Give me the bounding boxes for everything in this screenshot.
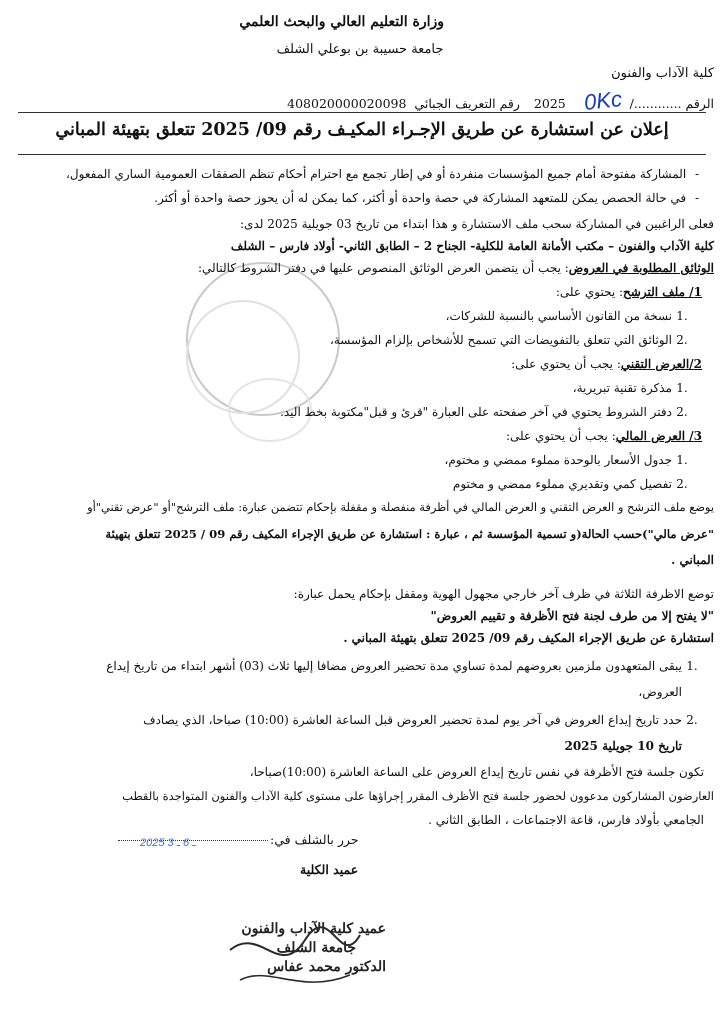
list-item: .1جدول الأسعار بالوحدة مملوء ممضي و مختوم، <box>444 453 688 467</box>
docs-heading: الوثائق المطلوبة في العروض <box>568 261 714 275</box>
announcement-body <box>14 160 714 840</box>
stamp-line-2: جامعة الشلف <box>276 939 356 956</box>
envelopes-line-1: يوضع ملف الترشح و العرض التقني و العرض المالي في أظرفة منفصلة و مقفلة بإحكام تتضمن عبارة: ملف الترشح"أو "عرض تقني"أو <box>87 500 714 514</box>
invitation-line-1: العارضون المشاركون مدعوون لحضور جلسة فتح الأظرف المقرر إجراؤها على مستوى كلية الآداب والفنون المتواجدة بالقطب <box>122 789 714 803</box>
announcement-title: إعلان عن استشارة عن طريق الإجـراء المكيـف رقم 09/ 2025 تتعلق بتهيئة المباني <box>55 120 669 140</box>
stamp-line-1: عميد كلية الآداب والفنون <box>241 921 386 937</box>
section-2-heading: 2/العرض التقني: يجب أن يحتوي على: <box>511 357 702 371</box>
faculty-name: كلية الآداب والفنون <box>611 66 714 81</box>
list-item: .1مذكرة تقنية تبريرية، <box>572 381 688 395</box>
outer-envelope-line-1: توضع الاظرفة الثلاثة في ظرف آخر خارجي مجهول الهوية ومقفل بإحكام يحمل عبارة: <box>293 587 714 601</box>
intro-bullet-2: - في حالة الحصص يمكن للمتعهد المشاركة في حصة واحدة أو أكثر، كما يمكن له أن يحوز حصة واحدة أو أكثر. <box>154 191 700 205</box>
section-1-heading: 1/ ملف الترشح: يحتوي على: <box>555 285 702 299</box>
section-3-heading: 3/ العرض المالي: يجب أن يحتوي على: <box>505 429 702 443</box>
done-at-label: حرر بالشلف في: <box>270 832 359 847</box>
university-name: جامعة حسيبة بن بوعلي الشلف <box>276 42 444 57</box>
address-line: كلية الآداب والفنون – مكتب الأمانة العامة للكلية- الجناح 2 – الطابق الثاني- أولاد فارس – الشلف <box>230 239 714 253</box>
list-item: .2تفصيل كمي وتقديري مملوء ممضي و مختوم <box>452 477 688 491</box>
invitation-line-2: الجامعي بأولاد فارس، قاعة الاجتماعات ، الطابق الثاني . <box>428 813 704 827</box>
envelopes-line-3: المباني . <box>671 553 714 567</box>
envelopes-line-2: "عرض مالي")حسب الحالة(و تسمية المؤسسة ثم ، عبارة : استشارة عن طريق الإجراء المكيف رقم 09 / 2025 تتعلق بتهيئة <box>105 527 714 541</box>
ministry-name: وزارة التعليم العالي والبحث العلمي <box>239 14 444 30</box>
ref-dots: ............/ <box>629 96 682 111</box>
outer-envelope-line-3: استشارة عن طريق الإجراء المكيف رقم 09/ 2025 تتعلق بتهيئة المباني . <box>343 631 714 645</box>
list-item: .2الوثائق التي تتعلق بالتفويضات التي تسمح للأشخاص بإلزام المؤسسة، <box>330 333 688 347</box>
ref-label: الرقم <box>685 96 714 111</box>
tax-id: 408020000020098 <box>287 96 407 111</box>
reference-line <box>287 88 714 114</box>
title-rule-top <box>18 112 706 113</box>
term-1-cont: العروض، <box>638 685 682 699</box>
title-rule-bottom <box>18 154 706 155</box>
opening-session: تكون جلسة فتح الأظرفة في نفس تاريخ إيداع العروض على الساعة العاشرة (10:00)صباحا، <box>249 765 704 779</box>
handwritten-date: 2025 ـ 6 ـ 3 <box>140 837 196 849</box>
docs-heading-line: الوثائق المطلوبة في العروض: يجب أن يتضمن العرض الوثائق المنصوص عليها في دفتر الشروط كالتالي: <box>197 261 714 275</box>
term-2-date: تاريخ 10 جويلية 2025 <box>564 739 682 753</box>
ref-number-handwritten: 0Kc <box>582 86 623 115</box>
intro-bullet-1: - المشاركة مفتوحة أمام جميع المؤسسات منفردة أو في إطار تجمع مع احترام أحكام تنظم الصفقات العمومية الساري المفعول، <box>66 167 700 181</box>
outer-envelope-line-2: "لا يفتح إلا من طرف لجنة فتح الأظرفة و تقييم العروض" <box>430 609 714 623</box>
stamp-line-3: الدكتور محمد عفاس <box>267 958 386 975</box>
term-1: .1يبقى المتعهدون ملزمين بعروضهم لمدة تساوي مدة تحضير العروض مضافا إليها ثلاث (03) أشهر ابتداء من تاريخ إيداع <box>106 659 698 673</box>
ref-year: 2025 <box>533 96 566 111</box>
list-item: .1نسخة من القانون الأساسي بالنسبة للشركات، <box>445 309 688 323</box>
dean-title: عميد الكلية <box>300 862 359 877</box>
tax-id-label: رقم التعريف الجبائي <box>414 96 520 111</box>
signature <box>210 920 380 1000</box>
list-item: .2دفتر الشروط يحتوي في آخر صفحته على العبارة "قرئ و قبل"مكتوبة بخط اليد. <box>280 405 688 419</box>
intro-paragraph: فعلى الراغبين في المشاركة سحب ملف الاستشارة و هذا ابتداء من تاريخ 03 جويلية 2025 لدى: <box>240 217 714 231</box>
term-2: .2حدد تاريخ إيداع العروض في آخر يوم لمدة تحضير العروض قبل الساعة العاشرة (10:00) صباحا، الذي يصادف <box>143 713 698 727</box>
